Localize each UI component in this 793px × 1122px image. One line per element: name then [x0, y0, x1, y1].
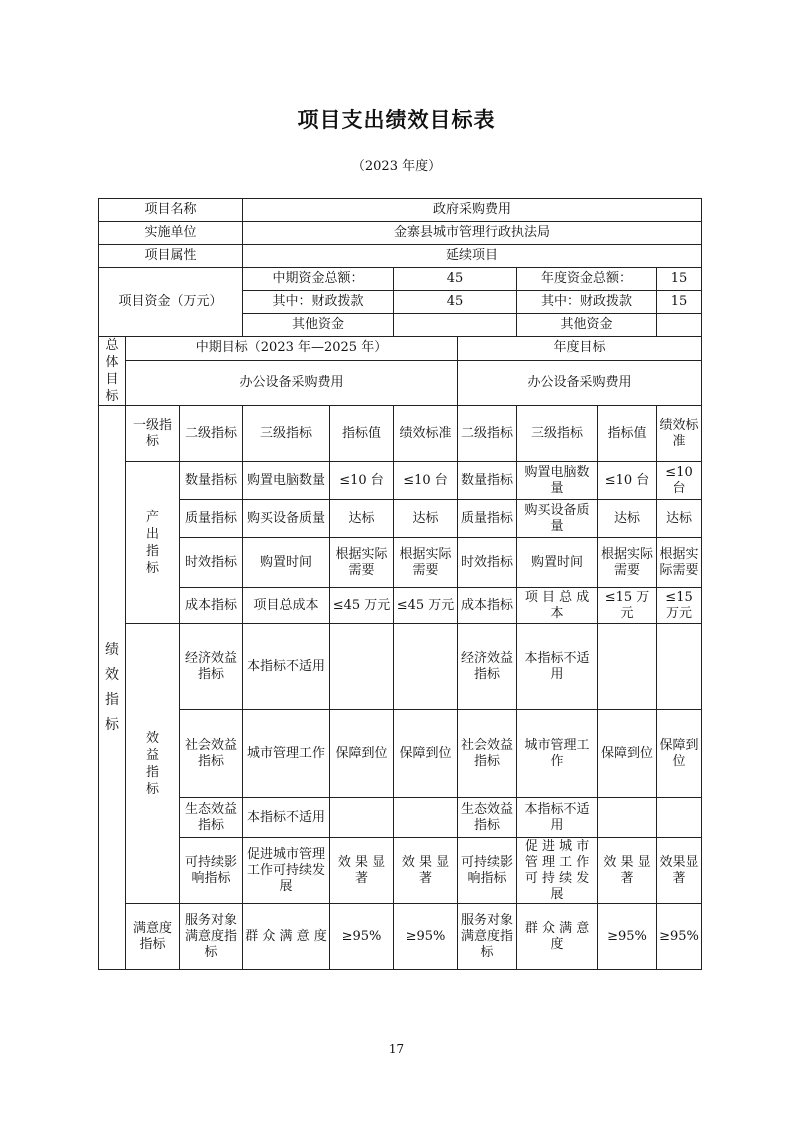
output-cell: ≤45 万元: [330, 588, 394, 624]
benefit-cell: [598, 798, 657, 838]
satisfaction-cell: 服务对象满意度指标: [180, 904, 243, 970]
mid-fiscal-label: 其中：财政拨款: [243, 291, 394, 314]
satisfaction-label: 满意度指标: [126, 904, 180, 970]
perf-header-cell: 绩效标准: [394, 406, 458, 462]
benefit-cell: 本指标不适用: [517, 798, 598, 838]
output-cell: 时效指标: [458, 538, 517, 588]
output-cell: 购置电脑数量: [243, 462, 330, 500]
benefit-row: [99, 624, 702, 710]
perf-header-cell: 三级指标: [243, 406, 330, 462]
year-total-label: 年度资金总额：: [517, 268, 657, 291]
output-cell: 达标: [394, 500, 458, 538]
benefit-cell: [330, 624, 394, 710]
benefit-cell: 效 果 显 著: [394, 838, 458, 904]
satisfaction-cell: ≥95%: [330, 904, 394, 970]
output-cell: 时效指标: [180, 538, 243, 588]
benefit-cell: 本指标不适用: [243, 624, 330, 710]
output-cell: 购买设备质量: [243, 500, 330, 538]
attr-row: [99, 245, 702, 268]
benefit-cell: 促进城市管理工作可持续发展: [243, 838, 330, 904]
mid-fiscal-value: 45: [394, 291, 517, 314]
goals-label-cell: [99, 337, 126, 406]
output-cell: ≤10台: [657, 462, 702, 500]
benefit-label-cell: [126, 624, 180, 904]
year-goal-header: 年度目标: [458, 337, 702, 361]
satisfaction-row: [99, 904, 702, 970]
benefit-row: [99, 710, 702, 798]
benefit-cell: 可持续影响指标: [458, 838, 517, 904]
benefit-cell: 城市管理工作: [517, 710, 598, 798]
benefit-cell: [394, 624, 458, 710]
output-row: [99, 538, 702, 588]
output-cell: 购置电脑数量: [517, 462, 598, 500]
output-cell: 购置时间: [517, 538, 598, 588]
benefit-cell: [330, 798, 394, 838]
perf-header-cell: 三级指标: [517, 406, 598, 462]
output-cell: 项目总成本: [243, 588, 330, 624]
output-cell: 成本指标: [180, 588, 243, 624]
perf-header-cell: 指标值: [330, 406, 394, 462]
benefit-row: [99, 838, 702, 904]
page-title: 项目支出绩效目标表: [297, 107, 496, 132]
attr-label: 项目属性: [99, 245, 243, 268]
project-name-label: 项目名称: [99, 199, 243, 222]
output-row: [99, 500, 702, 538]
output-cell: 数量指标: [458, 462, 517, 500]
unit-row: [99, 222, 702, 245]
benefit-cell: 本指标不适用: [243, 798, 330, 838]
year-other-value: [657, 314, 702, 337]
benefit-row: [99, 798, 702, 838]
output-cell: 根据实际需要: [394, 538, 458, 588]
benefit-cell: 效 果 显 著: [598, 838, 657, 904]
perf-header-cell: 指标值: [598, 406, 657, 462]
benefit-cell: 保障到位: [394, 710, 458, 798]
benefit-cell: 保障到位: [598, 710, 657, 798]
perf-header-row: [99, 406, 702, 462]
output-cell: 质量指标: [458, 500, 517, 538]
benefit-cell: 社会效益指标: [180, 710, 243, 798]
year-total-value: 15: [657, 268, 702, 291]
output-cell: 根据实际需要: [657, 538, 702, 588]
perf-label-cell: [99, 406, 126, 970]
output-cell: 达标: [598, 500, 657, 538]
satisfaction-cell: 群 众 满 意 度: [243, 904, 330, 970]
benefit-cell: 城市管理工作: [243, 710, 330, 798]
output-cell: 购买设备质量: [517, 500, 598, 538]
benefit-cell: 生态效益指标: [180, 798, 243, 838]
project-name-value: 政府采购费用: [243, 199, 702, 222]
unit-label: 实施单位: [99, 222, 243, 245]
benefit-cell: 经济效益指标: [180, 624, 243, 710]
project-name-row: [99, 199, 702, 222]
output-cell: 数量指标: [180, 462, 243, 500]
output-label: 产出指标: [145, 509, 159, 576]
perf-label: 绩效指标: [105, 641, 119, 733]
page-number: 17: [388, 1042, 405, 1056]
benefit-cell: [394, 798, 458, 838]
output-cell: ≤10 台: [330, 462, 394, 500]
perf-header-cell: 二级指标: [458, 406, 517, 462]
benefit-cell: 保障到位: [330, 710, 394, 798]
benefit-cell: 本指标不适用: [517, 624, 598, 710]
benefit-cell: [657, 798, 702, 838]
performance-target-table: [98, 198, 702, 970]
satisfaction-cell: 群 众 满 意 度: [517, 904, 598, 970]
output-cell: ≤15万元: [657, 588, 702, 624]
output-row: [99, 462, 702, 500]
year-subtitle: （2023 年度）: [351, 159, 442, 174]
perf-header-cell: 一级指标: [126, 406, 180, 462]
output-row: [99, 588, 702, 624]
year-fiscal-value: 15: [657, 291, 702, 314]
year-other-label: 其他资金: [517, 314, 657, 337]
output-cell: 成本指标: [458, 588, 517, 624]
output-cell: 达标: [330, 500, 394, 538]
satisfaction-cell: ≥95%: [598, 904, 657, 970]
attr-value: 延续项目: [243, 245, 702, 268]
satisfaction-cell: 服务对象满意度指标: [458, 904, 517, 970]
benefit-cell: 生态效益指标: [458, 798, 517, 838]
year-goal-text: 办公设备采购费用: [458, 360, 702, 405]
funds-label: 项目资金（万元）: [99, 268, 243, 337]
year-fiscal-label: 其中：财政拨款: [517, 291, 657, 314]
benefit-cell: [657, 624, 702, 710]
benefit-label: 效益指标: [145, 730, 159, 797]
mid-other-label: 其他资金: [243, 314, 394, 337]
satisfaction-cell: ≥95%: [657, 904, 702, 970]
mid-total-value: 45: [394, 268, 517, 291]
benefit-cell: 效 果 显 著: [330, 838, 394, 904]
output-cell: 质量指标: [180, 500, 243, 538]
output-cell: ≤15 万元: [598, 588, 657, 624]
benefit-cell: 保障到位: [657, 710, 702, 798]
perf-header-cell: 绩效标准: [657, 406, 702, 462]
output-label-cell: [126, 462, 180, 624]
output-cell: 根据实际需要: [330, 538, 394, 588]
benefit-cell: 经济效益指标: [458, 624, 517, 710]
output-cell: ≤45 万元: [394, 588, 458, 624]
output-cell: ≤10 台: [598, 462, 657, 500]
output-cell: 项 目 总 成本: [517, 588, 598, 624]
goals-text-row: [99, 360, 702, 405]
perf-header-cell: 二级指标: [180, 406, 243, 462]
benefit-cell: 促 进 城 市 管 理 工 作 可 持 续 发 展: [517, 838, 598, 904]
mid-goal-text: 办公设备采购费用: [126, 360, 458, 405]
benefit-cell: [598, 624, 657, 710]
unit-value: 金寨县城市管理行政执法局: [243, 222, 702, 245]
goals-label: 总体目标: [105, 338, 119, 404]
funds-row-1: [99, 268, 702, 291]
benefit-cell: 社会效益指标: [458, 710, 517, 798]
output-cell: 购置时间: [243, 538, 330, 588]
output-cell: 达标: [657, 500, 702, 538]
benefit-cell: 可持续影响指标: [180, 838, 243, 904]
goals-header-row: [99, 337, 702, 361]
output-cell: 根据实际需要: [598, 538, 657, 588]
mid-goal-header: 中期目标（2023 年—2025 年）: [126, 337, 458, 361]
satisfaction-cell: ≥95%: [394, 904, 458, 970]
mid-total-label: 中期资金总额：: [243, 268, 394, 291]
mid-other-value: [394, 314, 517, 337]
benefit-cell: 效果显著: [657, 838, 702, 904]
output-cell: ≤10 台: [394, 462, 458, 500]
